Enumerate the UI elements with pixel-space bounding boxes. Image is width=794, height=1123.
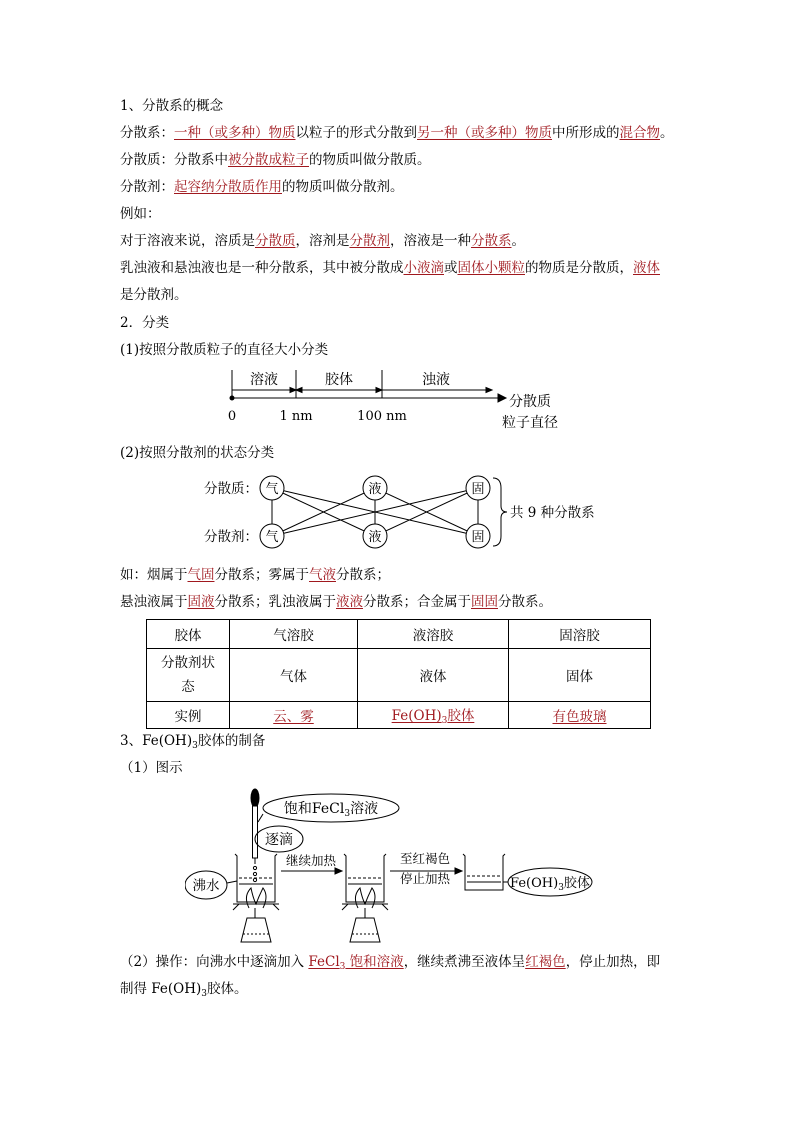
phase-node-gas: 气	[265, 482, 279, 497]
burner-2	[350, 918, 380, 942]
tick-0: 0	[227, 409, 237, 424]
operation-line-2: 制得 $Fe(OH)_3$胶体。	[120, 981, 248, 999]
table-cell: $Fe(OH)_3$胶体	[358, 702, 509, 729]
section-3-heading: 3、$Fe(OH)_3$胶体的制备	[120, 733, 266, 751]
by-state-heading: (2)按照分散剂的状态分类	[120, 445, 275, 461]
segment-suspension: 浊液	[422, 372, 450, 388]
emulsion-example: 乳浊液和悬浊液也是一种分散系，其中被分散成小液滴或固体小颗粒的物质是分散质，液体	[120, 260, 660, 276]
table-cell: 实例	[147, 702, 230, 729]
table-cell-state-label: 分散剂状 态	[147, 649, 230, 702]
boiling-water-label: 沸水	[192, 878, 220, 894]
table-cell: 气体	[230, 649, 358, 702]
dispersion-medium-definition: 分散剂：起容纳分散质作用的物质叫做分散剂。	[120, 179, 404, 195]
colloid-classification-table	[146, 619, 651, 729]
axis-arrow	[498, 394, 506, 402]
phase-row-label: 分散质：	[204, 481, 258, 497]
medium-node-liquid: 液	[368, 530, 382, 545]
by-size-heading: (1)按照分散质粒子的直径大小分类	[120, 342, 329, 358]
dropwise-label: 逐滴	[265, 832, 293, 848]
solution-example: 对于溶液来说，溶质是分散质，溶剂是分散剂，溶液是一种分散系。	[120, 233, 525, 249]
origin-dot	[230, 396, 235, 401]
burner-1	[241, 918, 271, 942]
medium-row-label: 分散剂：	[204, 529, 258, 545]
table-header: 固溶胶	[509, 620, 651, 649]
axis-label-2: 粒子直径	[502, 415, 558, 431]
segment-solution: 溶液	[250, 372, 278, 388]
examples-line-2: 悬浊液属于固液分散系；乳浊液属于液液分散系；合金属于固固分散系。	[120, 594, 552, 610]
step-2-label-b: 停止加热	[399, 871, 451, 886]
dropper-tube	[253, 806, 258, 858]
dropper-bulb	[251, 789, 259, 807]
total-systems-label: 共 9 种分散系	[510, 505, 595, 521]
table-header: 胶体	[147, 620, 230, 649]
step-1-label: 继续加热	[285, 853, 337, 868]
tick-100nm: 100 nm	[357, 409, 407, 424]
examples-line-1: 如：烟属于气固分散系；雾属于气液分散系；	[120, 567, 390, 583]
preparation-figure	[185, 784, 625, 946]
step-2-label-a: 至红褐色	[399, 851, 451, 866]
operation-line-1: （2）操作：向沸水中逐滴加入 FeCl$_3$ 饱和溶液，继续煮沸至液体呈红褐色，停止加热，即	[120, 954, 661, 972]
figure-label: （1）图示	[120, 760, 183, 776]
emulsion-example-cont: 是分散剂。	[120, 287, 188, 303]
segment-colloid: 胶体	[325, 372, 353, 388]
medium-node-gas: 气	[265, 530, 279, 545]
table-cell: 液体	[358, 649, 509, 702]
table-row	[147, 702, 651, 729]
phase-node-liquid: 液	[368, 482, 382, 497]
size-axis-diagram	[200, 364, 580, 436]
medium-node-solid: 固	[471, 530, 485, 545]
table-cell: 有色玻璃	[509, 702, 651, 729]
table-cell: 云、雾	[230, 702, 358, 729]
table-header: 液溶胶	[358, 620, 509, 649]
state-combination-diagram	[200, 468, 600, 556]
right-brace	[493, 478, 507, 546]
table-row	[147, 649, 651, 702]
axis-label-1: 分散质	[509, 394, 551, 410]
example-label: 例如：	[120, 206, 161, 222]
tick-1nm: 1 nm	[279, 409, 313, 424]
flame-2	[355, 888, 375, 908]
product-label: $Fe(OH)_3$胶体	[510, 876, 590, 893]
section-2-heading: 2．分类	[120, 315, 170, 331]
phase-node-solid: 固	[471, 482, 485, 497]
table-cell: 固体	[509, 649, 651, 702]
section-1-heading: 1、分散系的概念	[120, 98, 224, 114]
table-header: 气溶胶	[230, 620, 358, 649]
reagent-label: 饱和FeCl$_3$溶液	[283, 801, 379, 819]
dispersion-system-definition: 分散系：一种（或多种）物质以粒子的形式分散到另一种（或多种）物质中所形成的混合物。	[120, 125, 674, 141]
flame-1	[246, 888, 266, 908]
beaker-3	[463, 854, 505, 890]
dispersed-phase-definition: 分散质：分散系中被分散成粒子的物质叫做分散质。	[120, 152, 431, 168]
table-row	[147, 620, 651, 649]
